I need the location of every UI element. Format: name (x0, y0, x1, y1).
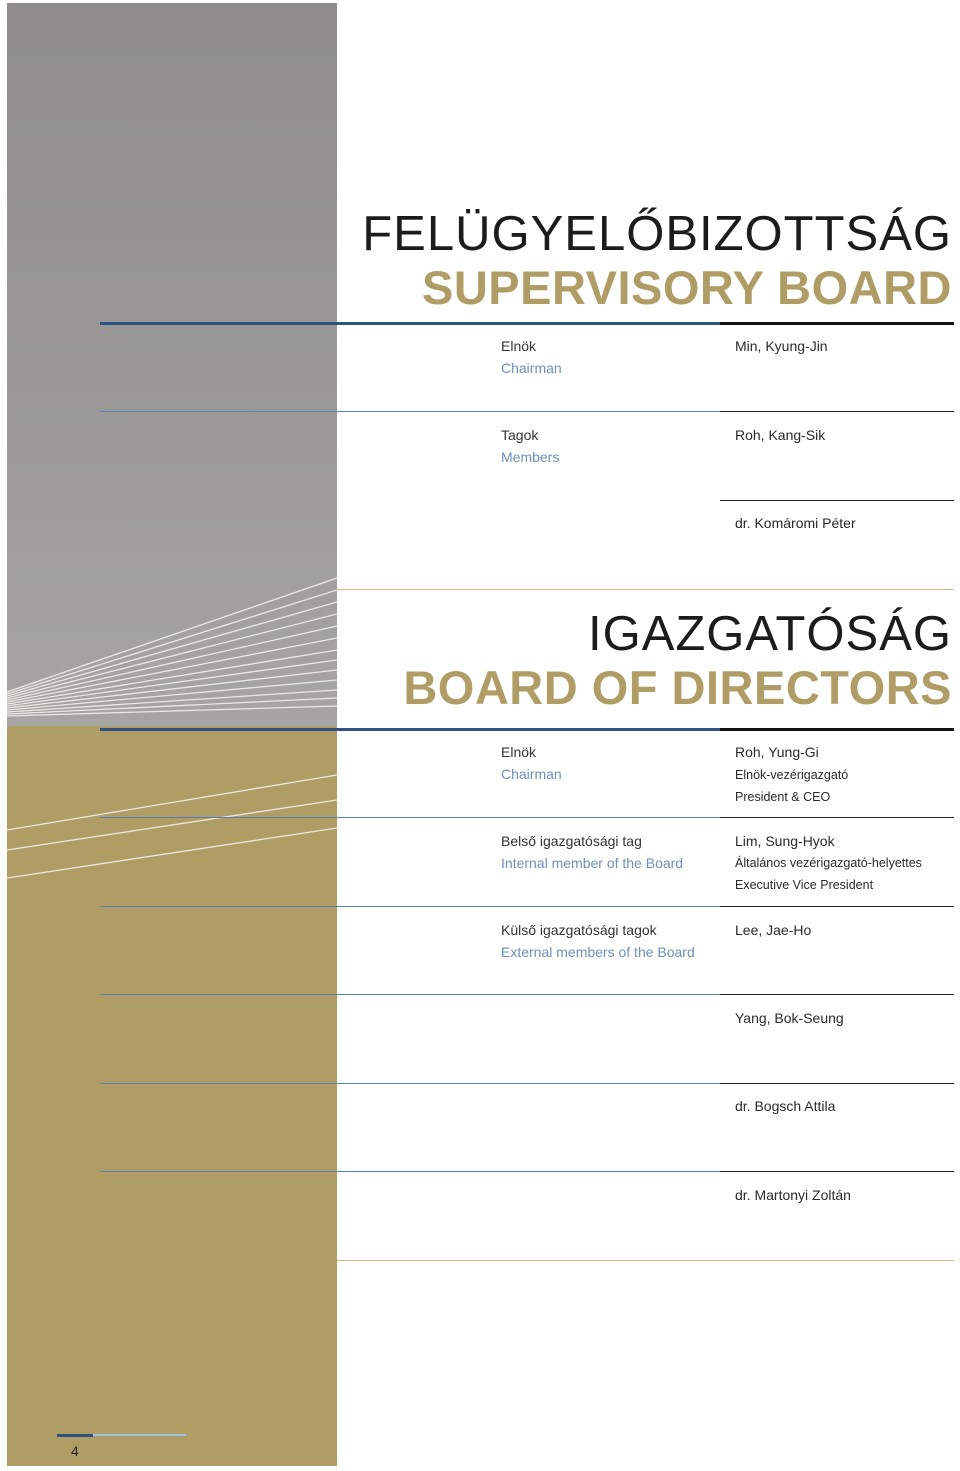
section-rule (720, 322, 954, 325)
sb-members-label-hu: Tagok (501, 427, 539, 443)
board-of-directors-title-hu: IGAZGATÓSÁG (587, 607, 952, 661)
bod-chairman-title-en: President & CEO (735, 790, 831, 804)
bod-chairman-label-hu: Elnök (501, 744, 537, 760)
row-divider (720, 411, 954, 412)
row-divider (337, 589, 954, 590)
page-number-bar-accent (93, 1434, 186, 1436)
row-divider (720, 1083, 954, 1084)
board-of-directors-title-en: BOARD OF DIRECTORS (403, 661, 952, 714)
bod-internal-label-hu: Belső igazgatósági tag (501, 833, 642, 849)
supervisory-board-title-en: SUPERVISORY BOARD (422, 261, 952, 314)
row-divider (720, 500, 954, 501)
bod-external-name: dr. Martonyi Zoltán (735, 1187, 851, 1203)
sb-member-name: Roh, Kang-Sik (735, 427, 826, 443)
sb-chairman-label-hu: Elnök (501, 338, 537, 354)
sb-chairman-name: Min, Kyung-Jin (735, 338, 828, 354)
row-divider (720, 906, 954, 907)
page-number-bar (57, 1434, 93, 1437)
bod-external-label-hu: Külső igazgatósági tagok (501, 922, 657, 938)
row-divider (100, 1171, 720, 1172)
bod-external-name: Yang, Bok-Seung (735, 1010, 844, 1026)
row-divider (100, 817, 720, 818)
row-divider (100, 994, 720, 995)
sb-member-name: dr. Komáromi Péter (735, 515, 856, 531)
section-rule (100, 322, 720, 325)
row-divider (100, 411, 720, 412)
supervisory-board-title-hu: FELÜGYELŐBIZOTTSÁG (362, 207, 952, 261)
bod-internal-label-en: Internal member of the Board (501, 855, 684, 871)
bod-internal-title-hu: Általános vezérigazgató-helyettes (735, 856, 922, 870)
bod-chairman-title-hu: Elnök-vezérigazgató (735, 768, 849, 782)
bod-chairman-label-en: Chairman (501, 766, 562, 782)
bod-internal-name: Lim, Sung-Hyok (735, 833, 835, 849)
row-divider (720, 1171, 954, 1172)
page-number: 4 (71, 1443, 79, 1459)
sb-chairman-label-en: Chairman (501, 360, 562, 376)
bod-chairman-name: Roh, Yung-Gi (735, 744, 819, 760)
sb-members-label-en: Members (501, 449, 560, 465)
row-divider (100, 906, 720, 907)
section-rule (720, 728, 954, 731)
bod-external-label-en: External members of the Board (501, 944, 695, 960)
row-divider (720, 817, 954, 818)
row-divider (720, 994, 954, 995)
row-divider (100, 1083, 720, 1084)
bod-external-name: Lee, Jae-Ho (735, 922, 812, 938)
section-rule (100, 728, 720, 731)
bod-internal-title-en: Executive Vice President (735, 878, 874, 892)
row-divider (337, 1260, 954, 1261)
bod-external-name: dr. Bogsch Attila (735, 1098, 836, 1114)
